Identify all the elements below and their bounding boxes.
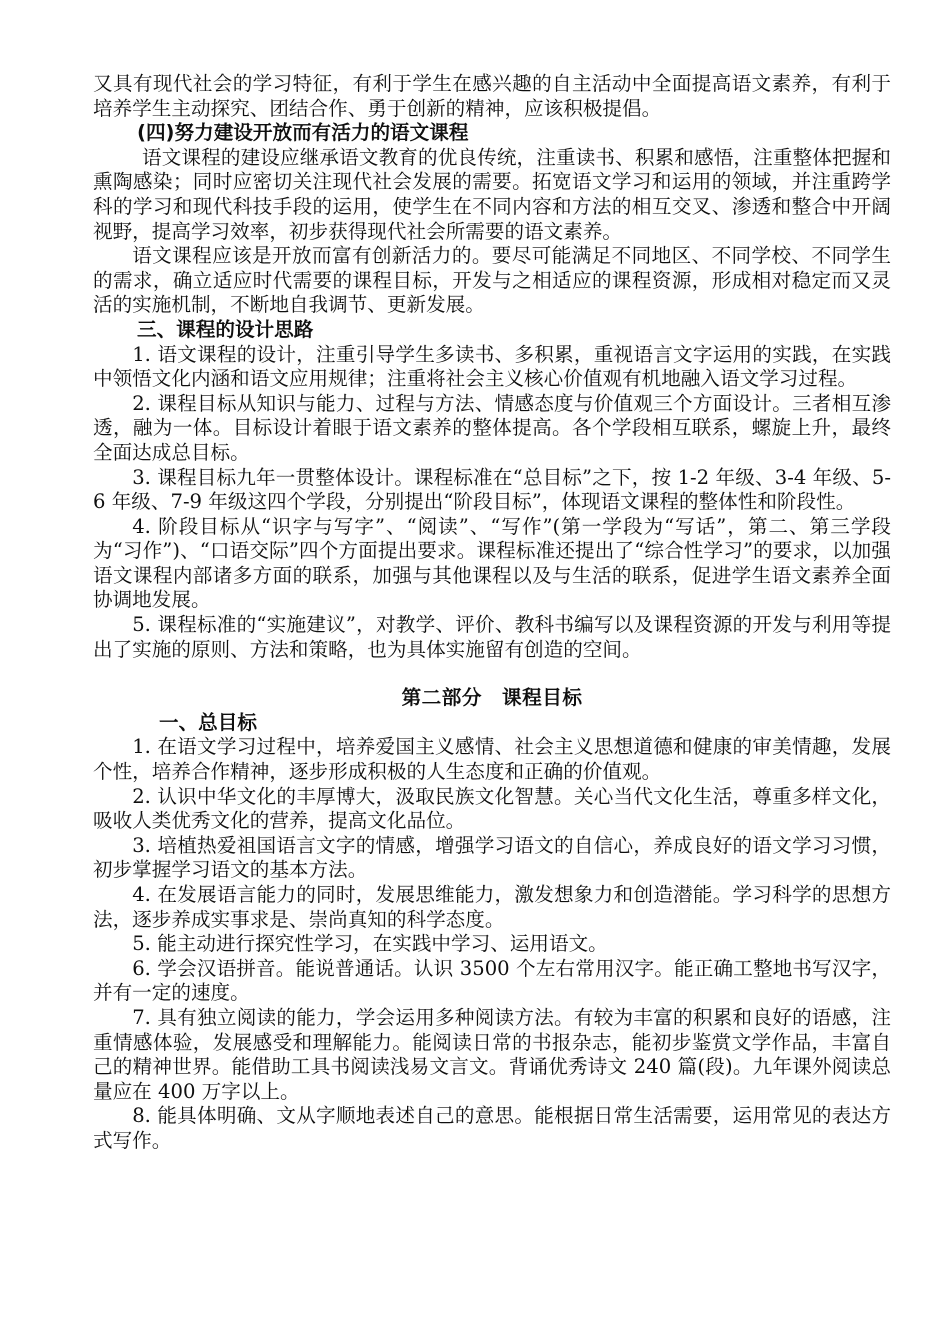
- heading-section-four: (四)努力建设开放而有活力的语文课程: [137, 121, 469, 145]
- paragraph-intro-continuation: 又具有现代社会的学习特征，有利于学生在感兴趣的自主活动中全面提高语文素养，有利于培养学生主动探究、团结合作、勇于创新的精神，应该积极提倡。: [93, 72, 891, 120]
- goal-item-3: 3. 培植热爱祖国语言文字的情感，增强学习语文的自信心，养成良好的语文学习习惯，初步掌握学习语文的基本方法。: [93, 833, 891, 882]
- goal-item-5: 5. 能主动进行探究性学习，在实践中学习、运用语文。: [132, 932, 608, 956]
- goal-item-8: 8. 能具体明确、文从字顺地表述自己的意思。能根据日常生活需要，运用常见的表达方式写作。: [93, 1104, 891, 1152]
- goal-item-7: 7. 具有独立阅读的能力，学会运用多种阅读方法。有较为丰富的积累和良好的语感，注重情感体验，发展感受和理解能力。能阅读日常的书报杂志，能初步鉴赏文学作品，丰富自己的精神世界。能借助工具书阅读浅易文言文。背诵优秀诗文 240 篇(段)。九年课外阅读总量应在 400 万字以上。: [93, 1005, 891, 1103]
- heading-design-ideas: 三、课程的设计思路: [137, 317, 314, 341]
- design-item-3: 3. 课程目标九年一贯整体设计。课程标准在“总目标”之下，按 1-2 年级、3-4 年级、5-6 年级、7-9 年级这四个学段，分别提出“阶段目标”，体现语文课程的整体性和阶段性。: [93, 465, 891, 514]
- document-page: [93, 72, 891, 1154]
- part-two-title: 第二部分 课程目标: [401, 686, 583, 710]
- goal-item-6: 6. 学会汉语拼音。能说普通话。认识 3500 个左右常用汉字。能正确工整地书写汉字，并有一定的速度。: [93, 956, 891, 1005]
- heading-overall-goals: 一、总目标: [159, 710, 257, 734]
- goal-item-1: 1. 在语文学习过程中，培养爱国主义感情、社会主义思想道德和健康的审美情趣，发展个性，培养合作精神，逐步形成积极的人生态度和正确的价值观。: [93, 735, 891, 784]
- design-item-5: 5. 课程标准的“实施建议”，对教学、评价、教科书编写以及课程资源的开发与利用等提出了实施的原则、方法和策略，也为具体实施留有创造的空间。: [93, 613, 891, 661]
- design-item-1: 1. 语文课程的设计，注重引导学生多读书、多积累，重视语言文字运用的实践，在实践中领悟文化内涵和语文应用规律；注重将社会主义核心价值观有机地融入语文学习过程。: [93, 342, 891, 391]
- goal-item-2: 2. 认识中华文化的丰厚博大，汲取民族文化智慧。关心当代文化生活，尊重多样文化，吸收人类优秀文化的营养，提高文化品位。: [93, 784, 891, 833]
- paragraph-innovative-curriculum: 语文课程应该是开放而富有创新活力的。要尽可能满足不同地区、不同学校、不同学生的需求，确立适应时代需要的课程目标，开发与之相适应的课程资源，形成相对稳定而又灵活的实施机制，不断地自我调节、更新发展。: [93, 244, 891, 317]
- design-item-2: 2. 课程目标从知识与能力、过程与方法、情感态度与价值观三个方面设计。三者相互渗透，融为一体。目标设计着眼于语文素养的整体提高。各个学段相互联系，螺旋上升，最终全面达成总目标。: [93, 391, 891, 464]
- goal-item-4: 4. 在发展语言能力的同时，发展思维能力，激发想象力和创造潜能。学习科学的思想方法，逐步养成实事求是、崇尚真知的科学态度。: [93, 883, 891, 931]
- paragraph-open-curriculum: 语文课程的建设应继承语文教育的优良传统，注重读书、积累和感悟，注重整体把握和熏陶感染；同时应密切关注现代社会发展的需要。拓宽语文学习和运用的领域，并注重跨学科的学习和现代科技手段的运用，使学生在不同内容和方法的相互交叉、渗透和整合中开阔视野，提高学习效率，初步获得现代社会所需要的语文素养。: [93, 145, 891, 243]
- design-item-4: 4. 阶段目标从“识字与写字”、“阅读”、“写作”(第一学段为“写话”，第二、第三学段为“习作”)、“口语交际”四个方面提出要求。课程标准还提出了“综合性学习”的要求，以加强语文课程内部诸多方面的联系，加强与其他课程以及与生活的联系，促进学生语文素养全面协调地发展。: [93, 514, 891, 612]
